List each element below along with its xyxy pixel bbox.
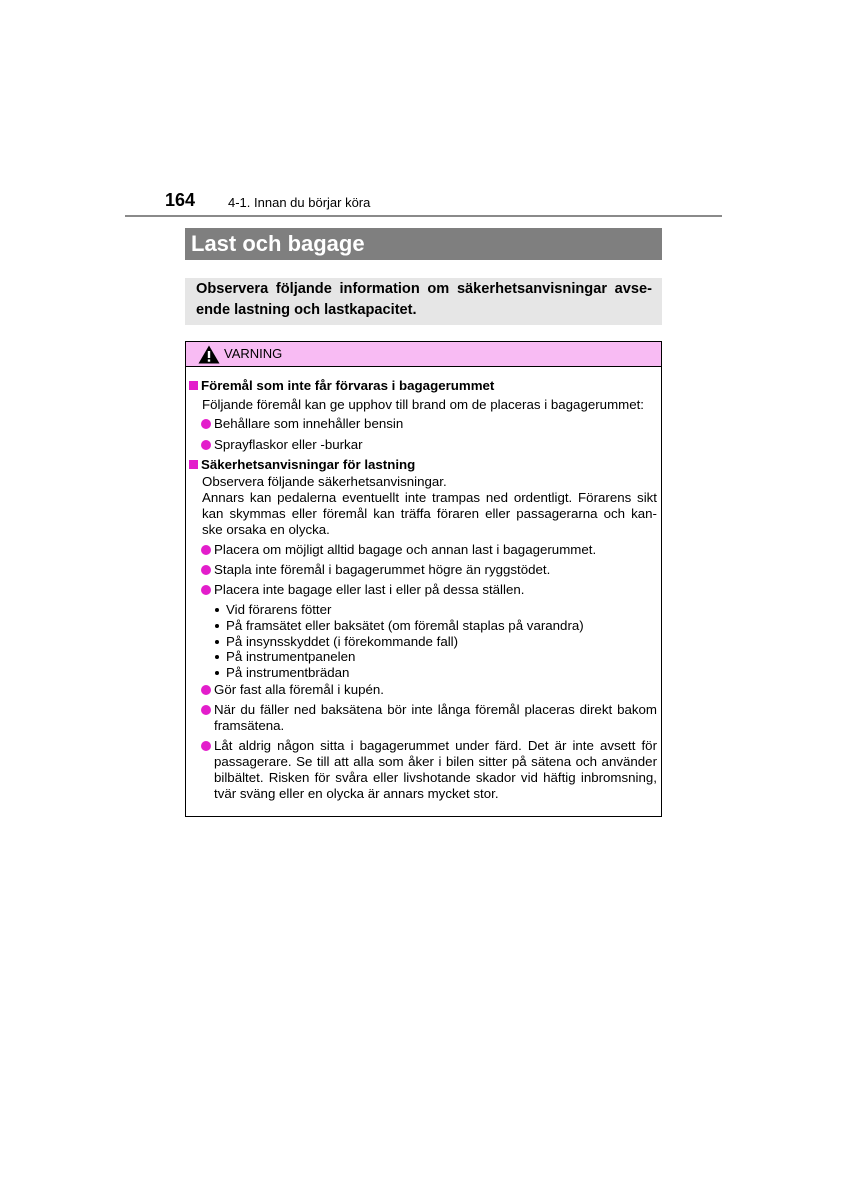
circle-bullet-icon	[201, 440, 211, 450]
sub-item-text: På framsätet eller baksätet (om föremål staplas på varandra)	[226, 617, 584, 633]
circle-bullet-icon	[201, 585, 211, 595]
text-line: Följande föremål kan ge upphov till brand om de placeras i bagagerummet:	[202, 397, 645, 412]
warning-label: VARNING	[224, 346, 283, 361]
bullet-item	[186, 682, 657, 698]
warning-header	[186, 342, 661, 367]
sub-item	[214, 602, 657, 618]
bullet-item	[186, 738, 657, 802]
square-bullet-icon	[189, 460, 198, 469]
section-heading-text: Föremål som inte får förvaras i bagagerummet	[201, 378, 495, 393]
circle-bullet-icon	[201, 741, 211, 751]
sub-item-text: På instrumentpanelen	[226, 649, 356, 665]
bullet-item	[186, 416, 657, 432]
section-text	[186, 397, 657, 413]
text-line: kan skymmas eller föremål kan träffa föraren eller passagerarna och kan-	[202, 506, 657, 521]
sub-bullet-dot	[215, 671, 219, 675]
sub-item-text: Vid förarens fötter	[226, 602, 332, 617]
sub-item	[214, 649, 657, 665]
section-heading	[186, 457, 657, 473]
page-title: Last och bagage	[191, 231, 365, 256]
circle-bullet-icon	[201, 685, 211, 695]
bullet-line: passagerare. Se till att alla som åker i bilen sitter på sätena och använder	[214, 753, 657, 769]
circle-bullet-icon	[201, 705, 211, 715]
sub-item-text: På insynsskyddet (i förekommande fall)	[226, 633, 459, 649]
bullet-line: Låt aldrig någon sitta i bagagerummet under färd. Det är inte avsett för	[214, 737, 657, 753]
sub-item-text: På instrumentbrädan	[226, 665, 350, 681]
sub-bullet-dot	[215, 608, 219, 612]
sub-item	[214, 618, 657, 634]
bullet-item	[186, 437, 657, 453]
warning-triangle-icon	[198, 345, 220, 364]
sub-bullet-dot	[215, 655, 219, 659]
sub-bullet-dot	[215, 640, 219, 644]
text-line: ske orsaka en olycka.	[202, 522, 330, 537]
sub-bullet-dot	[215, 624, 219, 628]
section-heading	[186, 378, 657, 394]
warning-box	[185, 341, 662, 817]
bullet-line: Sprayflaskor eller -burkar	[214, 437, 363, 452]
title-bar	[185, 228, 662, 260]
section-reference: 4-1. Innan du börjar köra	[228, 195, 371, 210]
warning-section	[186, 378, 657, 453]
warning-body	[186, 367, 661, 802]
bullet-line: Placera inte bagage eller last i eller på dessa ställen.	[214, 582, 525, 597]
bullet-line: När du fäller ned baksätena bör inte långa föremål placeras direkt bakom	[214, 701, 657, 717]
section-heading-text: Säkerhetsanvisningar för lastning	[201, 457, 416, 472]
bullet-line: Gör fast alla föremål i kupén.	[214, 681, 384, 697]
intro-line: Observera följande information om säkerhetsanvisningar avse-	[196, 281, 652, 297]
bullet-item	[186, 562, 657, 578]
circle-bullet-icon	[201, 565, 211, 575]
page-number: 164	[165, 190, 196, 210]
bullet-item	[186, 582, 657, 681]
section-text	[186, 474, 657, 538]
text-line: Annars kan pedalerna eventuellt inte trampas ned ordentligt. Förarens sikt	[202, 490, 657, 505]
bullet-line: bilbältet. Risken för svåra eller livshotande skador vid häftig inbromsning,	[214, 769, 657, 785]
square-bullet-icon	[189, 381, 198, 390]
bullet-line: Stapla inte föremål i bagagerummet högre än ryggstödet.	[214, 562, 551, 577]
sub-list	[214, 602, 657, 681]
bullet-line: tvär sväng eller en olycka är annars mycket stor.	[214, 785, 499, 801]
header-rule	[125, 215, 722, 217]
bullet-line: framsätena.	[214, 717, 285, 733]
sub-item	[214, 634, 657, 650]
circle-bullet-icon	[201, 545, 211, 555]
bullet-item	[186, 542, 657, 558]
circle-bullet-icon	[201, 419, 211, 429]
bullet-line: Placera om möjligt alltid bagage och annan last i bagagerummet.	[214, 542, 597, 557]
warning-section	[186, 457, 657, 802]
intro-box	[185, 278, 662, 325]
bullet-line: Behållare som innehåller bensin	[214, 416, 404, 431]
bullet-item	[186, 702, 657, 734]
intro-line: ende lastning och lastkapacitet.	[196, 302, 417, 318]
text-line: Observera följande säkerhetsanvisningar.	[202, 474, 447, 489]
sub-item	[214, 665, 657, 681]
